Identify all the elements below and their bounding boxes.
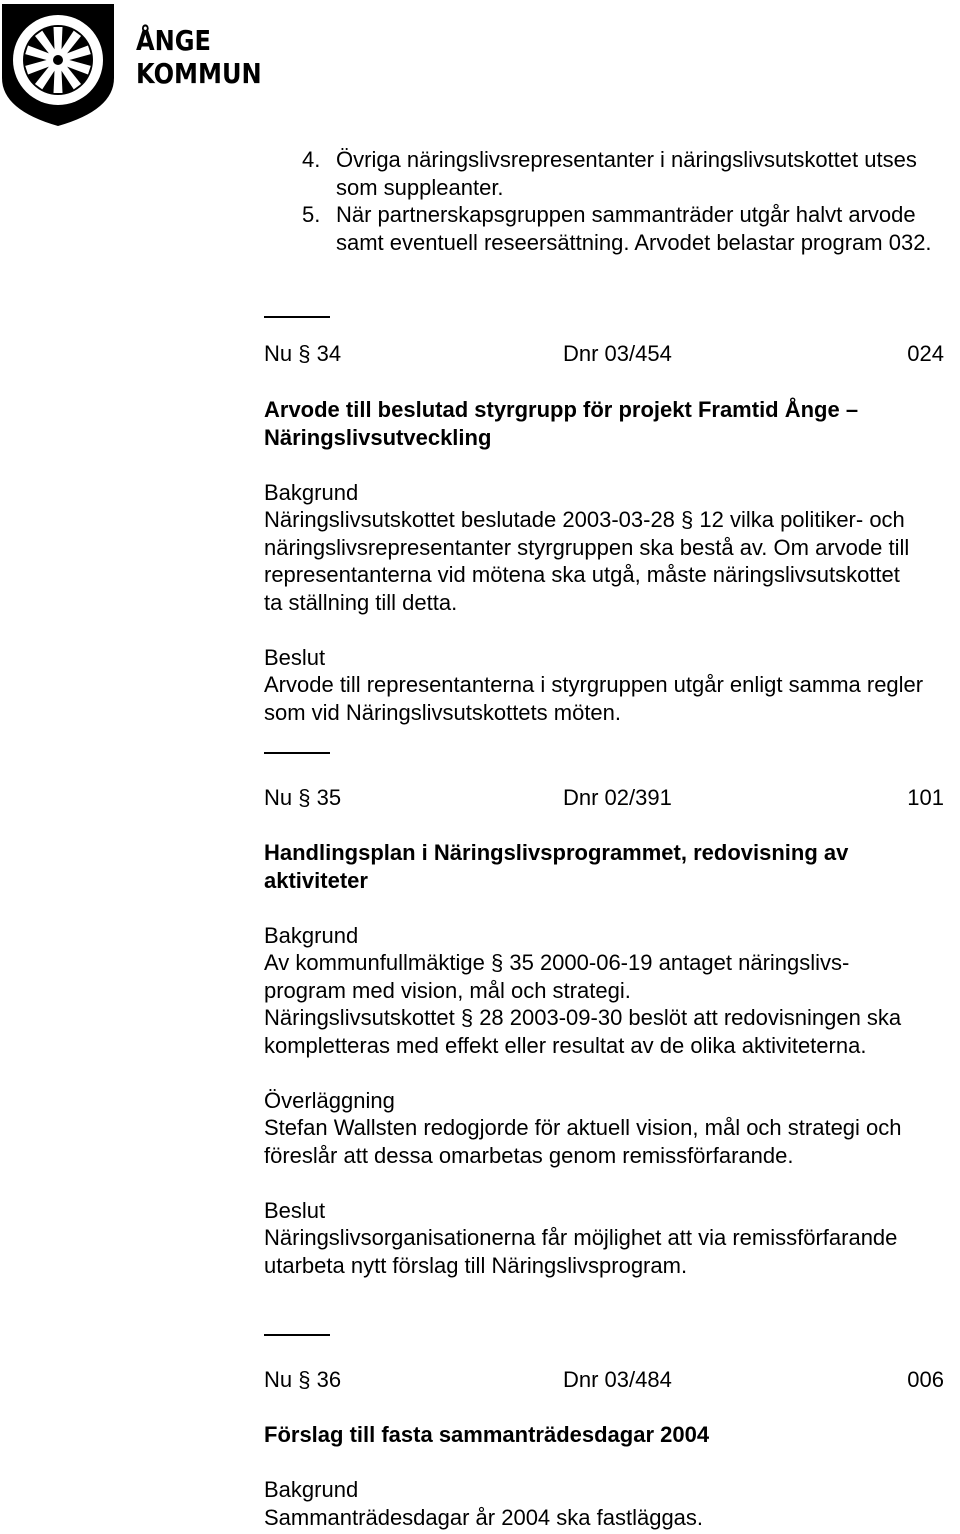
overlaggning-text: Stefan Wallsten redogjorde för aktuell vision, mål och strategi och föreslår att dessa omarbetas genom remissförfarande.	[264, 1115, 902, 1168]
section-body	[264, 1421, 954, 1531]
diary-number: Dnr 03/484	[563, 1367, 672, 1392]
section-title: Förslag till fasta sammanträdesdagar 2004	[264, 1422, 710, 1447]
section-body	[264, 839, 954, 1279]
numbered-list	[302, 146, 942, 256]
section-body	[264, 396, 924, 726]
logo-line-2: KOMMUN	[136, 57, 262, 90]
heading-bakgrund: Bakgrund	[264, 479, 359, 505]
list-item-number: 5.	[302, 202, 321, 227]
beslut-text: Arvode till representanterna i styrgruppen utgår enligt samma regler som vid Näringslivsutskottets möten.	[264, 672, 924, 725]
archive-code: 006	[907, 1367, 944, 1392]
beslut-text: Näringslivsorganisationerna får möjlighet att via remissförfarande utarbeta nytt förslag till Näringslivsprogram.	[264, 1225, 898, 1278]
logo-wordmark	[136, 24, 262, 90]
section-title: Handlingsplan i Näringslivsprogrammet, redovisning av aktiviteter	[264, 840, 849, 893]
paragraph-reference: Nu § 36	[264, 1367, 342, 1392]
list-item-number: 4.	[302, 147, 321, 172]
section-divider	[264, 752, 330, 754]
bakgrund-text: Av kommunfullmäktige § 35 2000-06-19 antaget näringslivs-program med vision, mål och strategi.	[264, 950, 850, 1003]
list-item	[302, 146, 942, 201]
heading-bakgrund: Bakgrund	[264, 1477, 359, 1502]
heading-beslut: Beslut	[264, 644, 326, 670]
paragraph-reference: Nu § 35	[264, 785, 342, 810]
diary-number: Dnr 02/391	[563, 785, 672, 810]
bakgrund-text: Sammanträdesdagar år 2004 ska fastläggas.	[264, 1504, 704, 1530]
bakgrund-text: Näringslivsutskottet § 28 2003-09-30 beslöt att redovisningen ska kompletteras med effekt eller resultat av de olika aktiviteterna.	[264, 1005, 902, 1058]
municipality-logo	[0, 0, 262, 130]
list-item-text: När partnerskapsgruppen sammanträder utgår halvt arvode samt eventuell reseersättning. Arvodet belastar program 032.	[336, 202, 932, 255]
paragraph-reference: Nu § 34	[264, 341, 342, 366]
section-divider	[264, 316, 330, 318]
heading-beslut: Beslut	[264, 1197, 326, 1223]
list-item	[302, 201, 942, 256]
archive-code: 101	[907, 785, 944, 810]
archive-code: 024	[907, 341, 944, 366]
bakgrund-text: Näringslivsutskottet beslutade 2003-03-28 § 12 vilka politiker- och näringslivsrepresentanter styrgruppen ska bestå av. Om arvode till representanterna vid mötena ska utgå, måste näringslivsutskottet ta ställning till detta.	[264, 507, 910, 615]
diary-number: Dnr 03/454	[563, 341, 672, 366]
heading-overlaggning: Överläggning	[264, 1087, 395, 1113]
logo-line-1: ÅNGE	[136, 24, 212, 57]
section-title: Arvode till beslutad styrgrupp för projekt Framtid Ånge – Näringslivsutveckling	[264, 397, 859, 450]
heading-bakgrund: Bakgrund	[264, 922, 359, 948]
section-divider	[264, 1334, 330, 1336]
list-item-text: Övriga näringslivsrepresentanter i näringslivsutskottet utses som suppleanter.	[336, 147, 917, 200]
shield-wheel-icon	[0, 0, 120, 128]
